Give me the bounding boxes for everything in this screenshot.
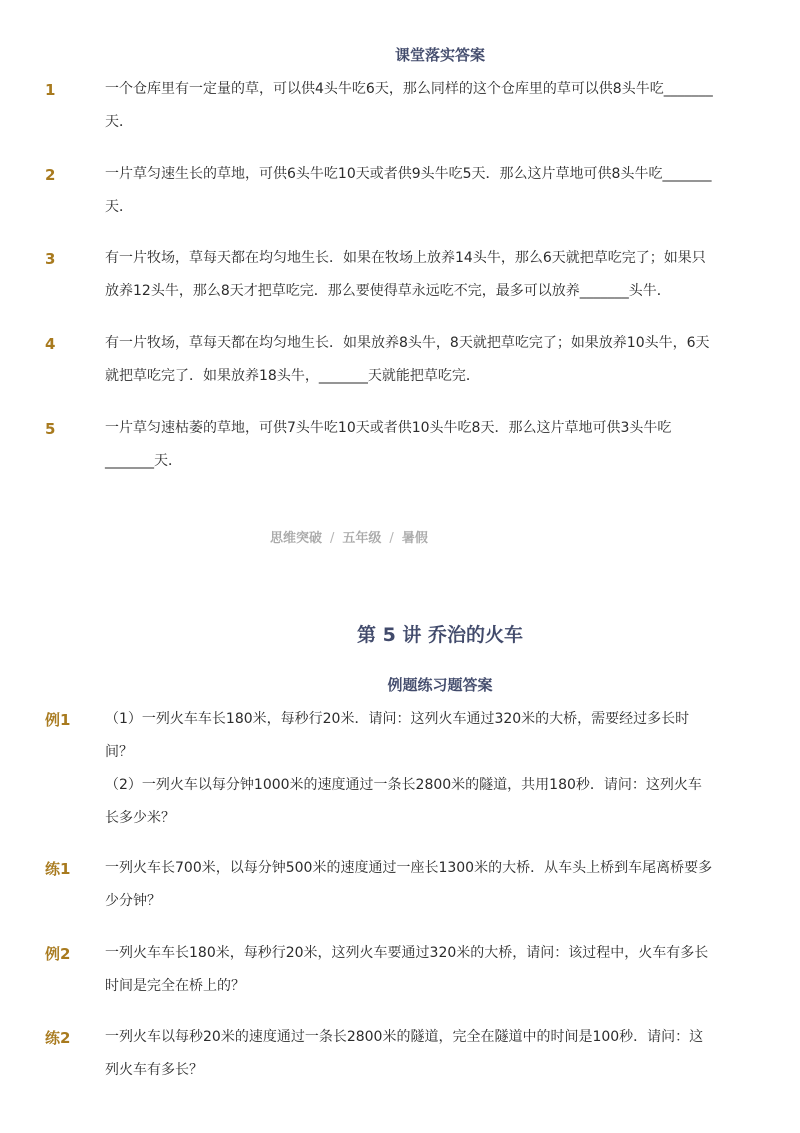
question-number: 3	[45, 250, 56, 268]
question-number: 2	[45, 166, 56, 184]
footer-separator: /	[389, 531, 394, 546]
item-text: 一列火车以每秒20米的速度通过一条长2800米的隧道，完全在隧道中的时间是100秒．请问：这列火车有多长？	[105, 1029, 704, 1078]
footer-term: 暑假	[401, 531, 428, 546]
item-number: 例2	[45, 945, 71, 963]
item-text: 一列火车长700米，以每分钟500米的速度通过一座长1300米的大桥．从车头上桥到车尾离桥要多少分钟？	[105, 860, 713, 909]
item-number: 练1	[45, 860, 71, 878]
item-text: （2）一列火车以每分钟1000米的速度通过一条长2800米的隧道，共用180秒．请问：这列火车长多少米？	[105, 777, 702, 826]
question-text: 有一片牧场，草每天都在均匀地生长．如果在牧场上放养14头牛，那么6天就把草吃完了；如果只放养12头牛，那么8天才把草吃完．那么要使得草永远吃不完，最多可以放养_______头牛．	[105, 250, 706, 299]
section-subtitle: 例题练习题答案	[387, 676, 493, 694]
question-number: 1	[45, 81, 56, 99]
section-title-classroom: 课堂落实答案	[394, 46, 485, 64]
question-text: 一个仓库里有一定量的草，可以供4头牛吃6天，那么同样的这个仓库里的草可以供8头牛吃_______天．	[105, 81, 713, 130]
item-text: （1）一列火车车长180米，每秒行20米．请问：这列火车通过320米的大桥，需要经过多长时间？	[105, 711, 690, 760]
footer-grade: 五年级	[342, 531, 382, 546]
question-text: 一片草匀速枯萎的草地，可供7头牛吃10天或者供10头牛吃8天．那么这片草地可供3头牛吃_______天．	[105, 420, 672, 469]
question-number: 4	[45, 335, 56, 353]
item-number: 例1	[45, 711, 71, 729]
question-text: 有一片牧场，草每天都在均匀地生长．如果放养8头牛，8天就把草吃完了；如果放养10头牛，6天就把草吃完了．如果放养18头牛，_______天就能把草吃完．	[105, 335, 710, 384]
item-text: 一列火车车长180米，每秒行20米，这列火车要通过320米的大桥，请问：该过程中，火车有多长时间是完全在桥上的？	[105, 945, 709, 994]
question-text: 一片草匀速生长的草地，可供6头牛吃10天或者供9头牛吃5天．那么这片草地可供8头牛吃_______天．	[105, 166, 712, 215]
lecture-title: 第 5 讲 乔治的火车	[356, 624, 524, 646]
footer-series: 思维突破	[270, 531, 323, 546]
question-number: 5	[45, 420, 56, 438]
item-number: 练2	[45, 1029, 71, 1047]
footer-separator: /	[330, 531, 335, 546]
